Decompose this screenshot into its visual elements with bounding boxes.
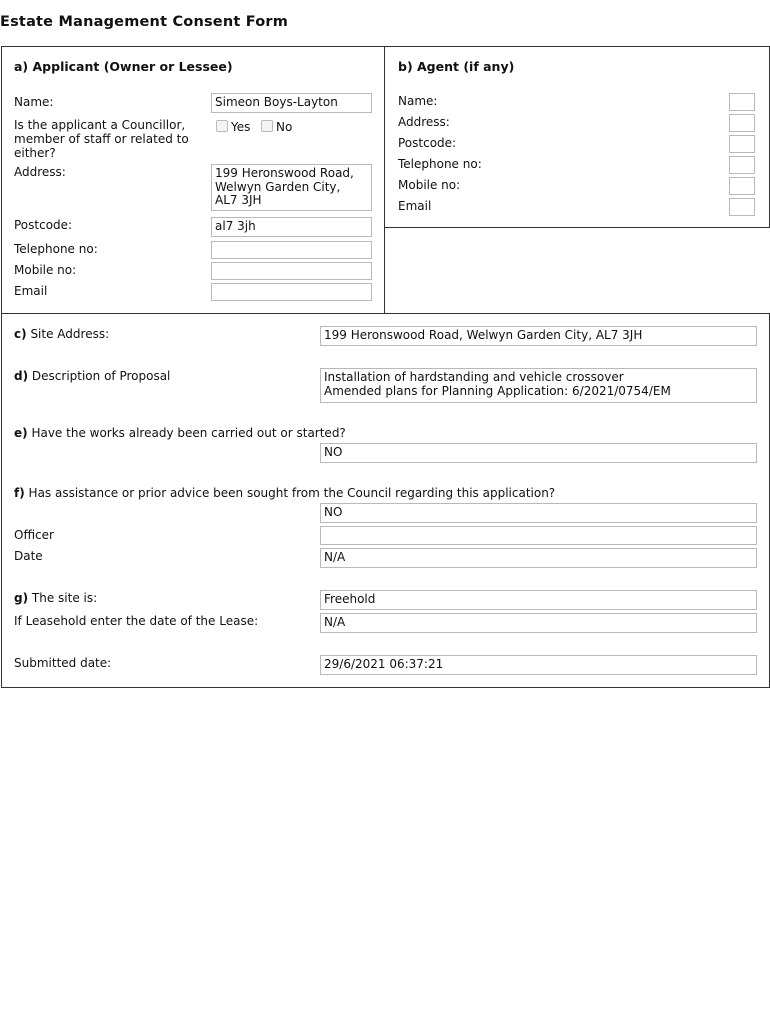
councillor-yes-checkbox[interactable] <box>216 120 228 132</box>
agent-telephone-label: Telephone no: <box>398 157 482 171</box>
prior-advice-field[interactable]: NO <box>320 503 757 523</box>
agent-postcode-label: Postcode: <box>398 136 457 150</box>
advice-date-field[interactable]: N/A <box>320 548 757 568</box>
agent-mobile-label: Mobile no: <box>398 178 461 192</box>
agent-email-label: Email <box>398 199 432 213</box>
applicant-section <box>1 46 385 314</box>
agent-section <box>384 46 770 228</box>
proposal-description-field[interactable]: Installation of hardstanding and vehicle crossover Amended plans for Planning Application: 6/2021/0754/EM <box>320 368 757 403</box>
agent-address-field[interactable] <box>729 114 755 132</box>
applicant-telephone-field[interactable] <box>211 241 372 259</box>
councillor-no-label: No <box>276 120 293 134</box>
site-address-label: c) Site Address: <box>14 327 110 341</box>
officer-field[interactable] <box>320 526 757 545</box>
prior-advice-label: f) Has assistance or prior advice been sought from the Council regarding this application? <box>14 486 556 500</box>
agent-mobile-field[interactable] <box>729 177 755 195</box>
submitted-date-label: Submitted date: <box>14 656 112 670</box>
councillor-yes-option[interactable] <box>216 120 250 134</box>
councillor-no-option[interactable] <box>261 120 292 134</box>
agent-email-field[interactable] <box>729 198 755 216</box>
proposal-description-label: d) Description of Proposal <box>14 369 171 383</box>
site-address-field[interactable]: 199 Heronswood Road, Welwyn Garden City, AL7 3JH <box>320 326 757 346</box>
agent-heading: b) Agent (if any) <box>398 59 515 74</box>
applicant-telephone-label: Telephone no: <box>14 242 98 256</box>
applicant-name-field[interactable]: Simeon Boys-Layton <box>211 93 372 113</box>
works-started-label: e) Have the works already been carried out or started? <box>14 426 346 440</box>
agent-telephone-field[interactable] <box>729 156 755 174</box>
officer-label: Officer <box>14 528 54 542</box>
applicant-mobile-field[interactable] <box>211 262 372 280</box>
councillor-question: Is the applicant a Councillor, member of staff or related to either? <box>14 118 189 160</box>
applicant-postcode-field[interactable]: al7 3jh <box>211 217 372 237</box>
works-started-field[interactable]: NO <box>320 443 757 463</box>
lease-date-field[interactable]: N/A <box>320 613 757 633</box>
applicant-email-field[interactable] <box>211 283 372 301</box>
agent-address-label: Address: <box>398 115 450 129</box>
advice-date-label: Date <box>14 549 43 563</box>
site-section <box>1 313 770 688</box>
applicant-mobile-label: Mobile no: <box>14 263 77 277</box>
applicant-heading: a) Applicant (Owner or Lessee) <box>14 59 233 74</box>
agent-name-field[interactable] <box>729 93 755 111</box>
site-tenure-field[interactable]: Freehold <box>320 590 757 610</box>
submitted-date-field[interactable]: 29/6/2021 06:37:21 <box>320 655 757 675</box>
agent-name-label: Name: <box>398 94 438 108</box>
lease-date-label: If Leasehold enter the date of the Lease: <box>14 614 259 628</box>
applicant-postcode-label: Postcode: <box>14 218 73 232</box>
site-tenure-label: g) The site is: <box>14 591 98 605</box>
form-title: Estate Management Consent Form <box>0 14 289 30</box>
councillor-yes-label: Yes <box>231 120 251 134</box>
applicant-name-label: Name: <box>14 95 54 109</box>
agent-postcode-field[interactable] <box>729 135 755 153</box>
applicant-address-label: Address: <box>14 165 66 179</box>
applicant-email-label: Email <box>14 284 48 298</box>
applicant-address-field[interactable]: 199 Heronswood Road, Welwyn Garden City, AL7 3JH <box>211 164 372 211</box>
councillor-no-checkbox[interactable] <box>261 120 273 132</box>
